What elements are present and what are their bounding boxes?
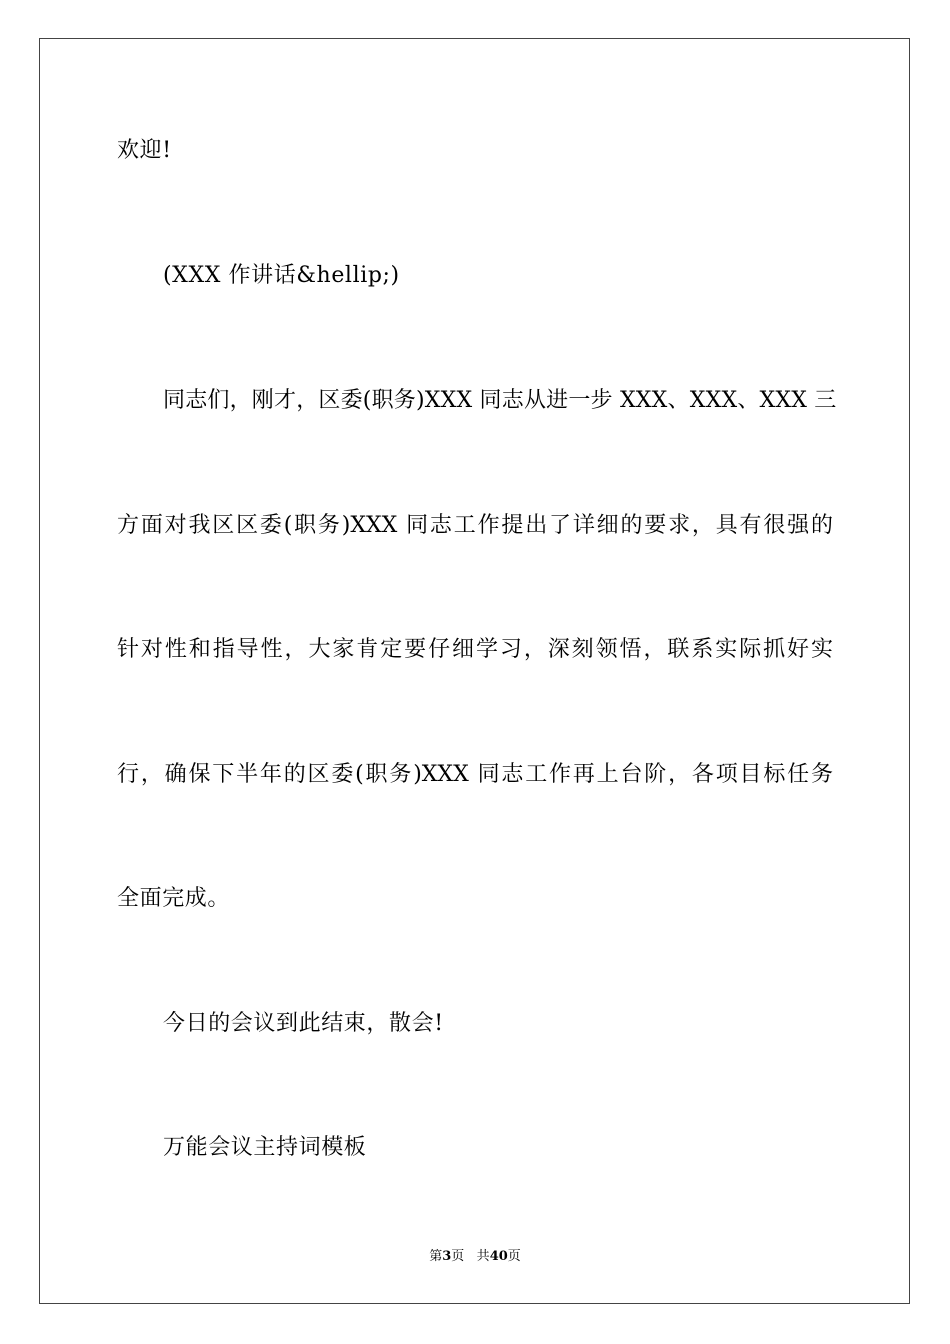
text-line-paragraph-start: 同志们，刚才，区委(职务)XXX 同志从进一步 XXX、XXX、XXX 三 — [163, 388, 837, 413]
footer-page-number: 3 — [442, 1249, 452, 1264]
page-border — [39, 38, 910, 1304]
text-line-paragraph-4: 行，确保下半年的区委(职务)XXX 同志工作再上台阶，各项目标任务 — [117, 762, 833, 787]
text-line-welcome: 欢迎! — [117, 138, 172, 163]
text-line-paragraph-2: 方面对我区区委(职务)XXX 同志工作提出了详细的要求，具有很强的 — [117, 513, 833, 538]
footer-total-pages: 40 — [489, 1249, 508, 1264]
footer-page-prefix: 第 — [429, 1249, 443, 1264]
text-line-closing: 今日的会议到此结束，散会! — [163, 1011, 444, 1036]
footer-page-suffix: 页 — [451, 1249, 465, 1264]
text-line-paragraph-3: 针对性和指导性，大家肯定要仔细学习，深刻领悟，联系实际抓好实 — [117, 637, 833, 662]
footer-total-prefix: 共 — [476, 1249, 490, 1264]
text-line-paragraph-end: 全面完成。 — [117, 886, 231, 911]
page-footer — [0, 1249, 950, 1265]
text-line-speech-note: (XXX 作讲话&hellip;) — [163, 263, 400, 288]
footer-total-suffix: 页 — [507, 1249, 521, 1264]
text-line-next-title: 万能会议主持词模板 — [163, 1135, 367, 1160]
